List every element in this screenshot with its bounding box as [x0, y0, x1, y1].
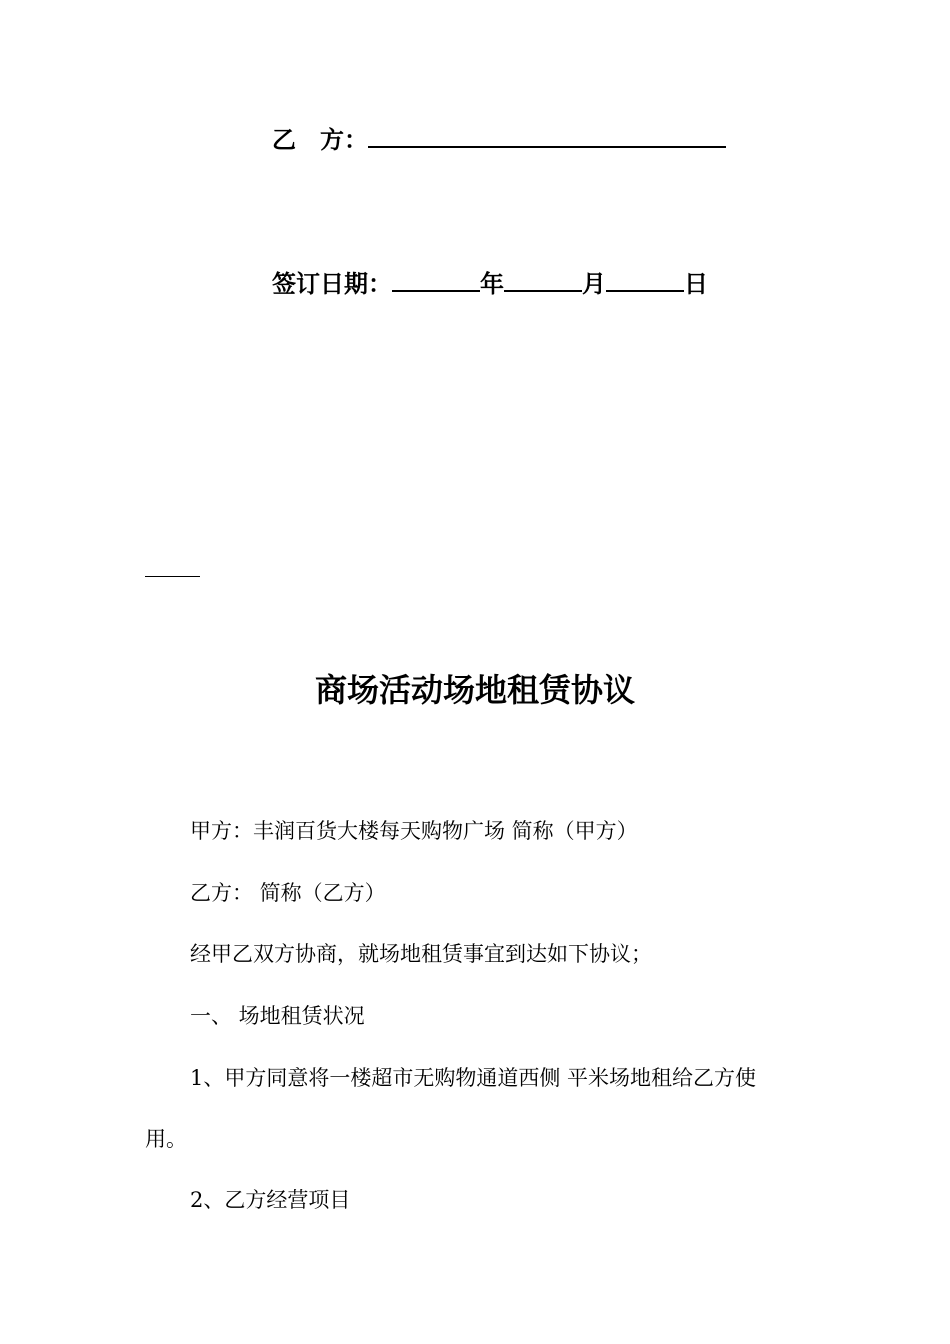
section-heading-1: 一、 场地租赁状况: [190, 1004, 365, 1028]
day-label: 日: [684, 270, 708, 298]
item-1-line-1: 1、甲方同意将一楼超市无购物通道西侧 平米场地租给乙方使: [190, 1066, 757, 1090]
party-b-signature-line: [272, 120, 726, 155]
day-blank: [606, 268, 684, 292]
signing-date-line: [272, 264, 708, 299]
month-blank: [504, 268, 582, 292]
party-b-blank: [368, 124, 726, 148]
document-title: 商场活动场地租赁协议: [314, 671, 635, 709]
year-blank: [392, 268, 480, 292]
intro-paragraph: 经甲乙双方协商，就场地租赁事宜到达如下协议；: [190, 942, 652, 966]
year-label: 年: [480, 270, 504, 298]
section-divider: [145, 576, 200, 577]
signing-date-label: 签订日期：: [272, 270, 392, 298]
item-1-line-2: 用。: [145, 1127, 187, 1151]
month-label: 月: [582, 270, 606, 298]
party-a-line: 甲方：丰润百货大楼每天购物广场 简称（甲方）: [190, 819, 638, 843]
party-b-line: 乙方： 简称（乙方）: [190, 881, 386, 905]
party-b-label: 乙 方：: [272, 126, 368, 154]
item-2-line: 2、乙方经营项目: [190, 1188, 351, 1212]
